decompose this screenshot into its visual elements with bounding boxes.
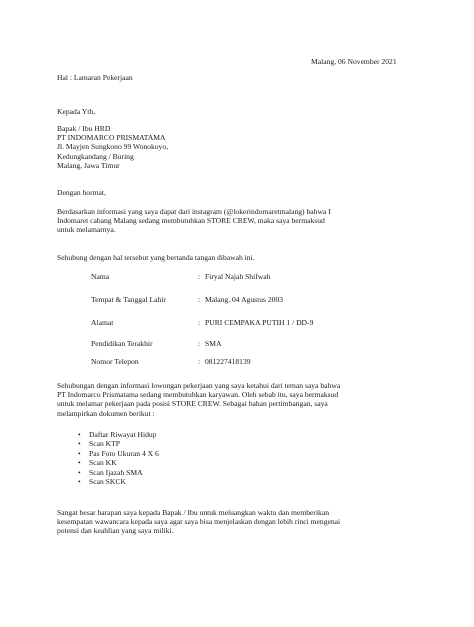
list-item-label: Scan Ijazah SMA [89, 467, 143, 477]
detail-value: 081227418139 [205, 357, 251, 366]
recipient-line: Jl. Mayjen Sungkono 99 Wonokoyo, [57, 142, 169, 152]
detail-value: Malang, 04 Agustus 2003 [205, 295, 284, 304]
list-item-label: Daftar Riwayat Hidup [89, 430, 157, 439]
detail-label: Alamat [91, 318, 114, 327]
bullet-icon: • [78, 430, 81, 439]
detail-separator: : [198, 295, 201, 304]
greeting: Dengan hormat, [57, 188, 106, 197]
attachment-list [78, 430, 159, 486]
paragraph-statement: Sehubung dengan hal tersebut yang bertanda tangan dibawah ini. [57, 253, 255, 262]
letter-subject: Hal : Lamaran Pekerjaan [57, 73, 133, 82]
recipient-line: Kedungkandang / Buring [57, 151, 134, 161]
list-item [78, 449, 159, 458]
detail-label: Nomor Telepon [91, 357, 139, 366]
bullet-icon: • [78, 458, 81, 468]
detail-label: Nama [91, 272, 110, 281]
detail-value: PURI CEMPAKA PUTIH 1 / DD-9 [205, 318, 314, 327]
paragraph-line: Sehubungan dengan informasi lowongan pekerjaan yang saya ketahui dari teman saya bahwa [57, 381, 341, 390]
recipient-line: PT INDOMARCO PRISMATAMA [57, 133, 166, 143]
paragraph-line: melampirkan dokumen berikut : [57, 408, 155, 418]
list-item-label: Scan SKCK [89, 476, 126, 486]
salutation: Kepada Yth, [57, 107, 96, 116]
paragraph-application [57, 381, 340, 418]
detail-value: Firyal Najah Shifwah [205, 272, 271, 281]
detail-label: Tempat & Tanggal Lahir [91, 295, 166, 304]
list-item [78, 477, 159, 486]
paragraph-line: Berdasarkan informasi yang saya dapat dari instagram (@lokerindomaretmalang) bahwa I [57, 207, 331, 216]
detail-separator: : [198, 339, 201, 348]
paragraph-line: potensi dan keahlian yang saya miliki. [57, 526, 174, 536]
letter-date: Malang, 06 November 2021 [311, 57, 397, 66]
list-item [78, 468, 159, 477]
detail-value: SMA [205, 339, 222, 348]
bullet-icon: • [78, 476, 81, 486]
detail-separator: : [198, 272, 201, 281]
list-item [78, 439, 159, 448]
paragraph-line: untuk melamar pekerjaan pada posisi STORE CREW. Sebagai bahan pertimbangan, saya [57, 399, 328, 409]
paragraph-intro [57, 207, 419, 235]
paragraph-closing [57, 508, 340, 536]
list-item-label: Scan KTP [89, 439, 121, 449]
bullet-icon: • [78, 439, 81, 449]
detail-separator: : [198, 318, 201, 327]
recipient-block [57, 124, 168, 170]
recipient-line: Bapak / Ibu HRD [57, 124, 111, 133]
list-item-label: Scan KK [89, 458, 117, 468]
paragraph-line: kesempatan wawancara kepada saya agar saya bisa menjelaskan dengan lebih rinci mengenai [57, 517, 341, 527]
detail-label: Pendidikan Terakhir [91, 339, 153, 348]
paragraph-line: Sangat besar harapan saya kepada Bapak / Ibu untuk meluangkan waktu dan memberikan [57, 508, 330, 517]
paragraph-line: Indomaret cabang Malang sedang membutuhkan STORE CREW, maka saya bermaksud [57, 216, 325, 226]
paragraph-line: PT Indomarco Prismatama sedang membutuhkan karyawan. Oleh sebab itu, saya bermaksud [57, 390, 339, 400]
paragraph-line: untuk melamarnya. [57, 225, 116, 235]
bullet-icon: • [78, 467, 81, 477]
list-item-label: Pas Foto Ukuran 4 X 6 [89, 448, 159, 458]
bullet-icon: • [78, 448, 81, 458]
list-item [78, 458, 159, 467]
recipient-line: Malang, Jawa Timur [57, 160, 120, 170]
list-item [78, 430, 159, 439]
detail-separator: : [198, 357, 201, 366]
